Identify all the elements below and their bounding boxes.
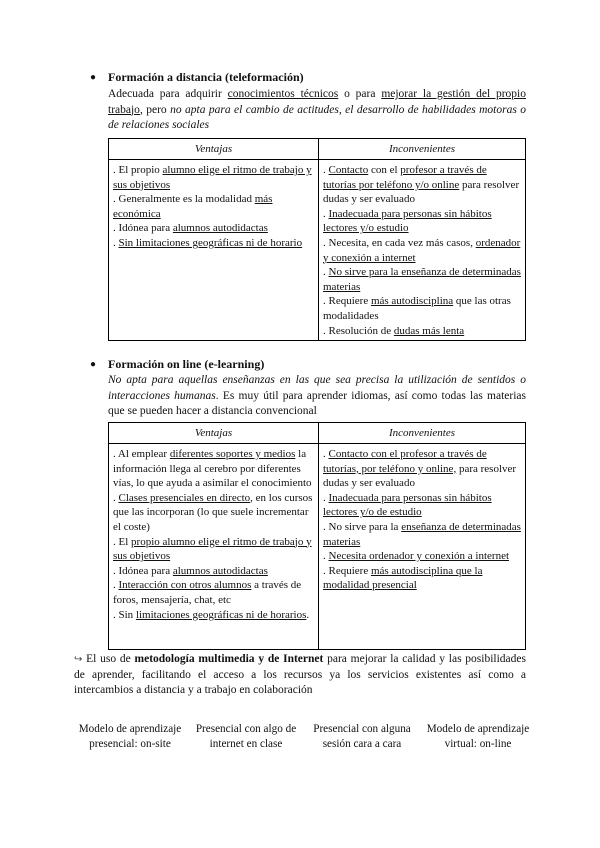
ventajas-cell [109, 160, 319, 341]
list-item: . Clases presenciales en directo, en los cursos que las incorporan (lo que suele incrementar el coste) [113, 491, 313, 533]
list-item: . Interacción con otros alumnos a través de foros, mensajería, chat, etc [113, 579, 302, 606]
models-row [74, 722, 534, 752]
list-item: . No sirve para la enseñanza de determinadas materias [323, 266, 521, 293]
list-item: . Contacto con el profesor a través de tutorías, por teléfono y online, para resolver dudas y ser evaluado [323, 448, 517, 490]
list-item: . Sin limitaciones geográficas ni de horario [113, 236, 303, 249]
ventajas-cell [109, 444, 319, 650]
table-header-inconvenientes: Inconvenientes [319, 423, 526, 444]
section1-title: Formación a distancia (teleformación) [108, 70, 304, 84]
list-item: . Necesita, en cada vez más casos, ordenador y conexión a internet [323, 236, 521, 264]
table-header-ventajas: Ventajas [109, 423, 319, 444]
closing-paragraph: ↪ El uso de metodología multimedia y de Internet para mejorar la calidad y las posibilidades de aprender, facilitando el acceso a los recursos ya los servicios existentes así como a intercambios a distancia y a trabajo en colaboración [74, 653, 526, 696]
table-header-inconvenientes: Inconvenientes [319, 139, 526, 160]
bullet-icon: ● [90, 72, 97, 83]
list-item: . Generalmente es la modalidad más económica [113, 193, 273, 220]
model-presencial-cara-a-cara: Presencial con alguna sesión cara a cara [313, 723, 411, 750]
model-presencial: Modelo de aprendizaje presencial: on-site [78, 723, 182, 750]
section1-paragraph: Adecuada para adquirir conocimientos técnicos o para mejorar la gestión del propio trabajo, pero no apta para el cambio de actitudes, el desarrollo de habilidades motoras o de relaciones sociales [108, 88, 526, 131]
list-item: . Requiere más autodisciplina que la modalidad presencial [323, 564, 483, 592]
list-item: . El propio alumno elige el ritmo de trabajo y sus objetivos [113, 535, 312, 563]
section1-table [108, 138, 526, 341]
list-item: . Contacto con el profesor a través de tutorías por teléfono y/o online para resolver dudas y ser evaluado [323, 164, 520, 206]
section2-table [108, 422, 526, 650]
list-item: . Idónea para alumnos autodidactas [113, 222, 268, 235]
list-item: . El propio alumno elige el ritmo de trabajo y sus objetivos [113, 164, 312, 191]
list-item: . Requiere más autodisciplina que las otras modalidades [323, 295, 511, 322]
table-header-ventajas: Ventajas [109, 139, 319, 160]
list-item: . Sin limitaciones geográficas ni de horarios. [113, 608, 310, 621]
list-item: . No sirve para la enseñanza de determinadas materias [323, 520, 521, 548]
inconvenientes-cell [319, 444, 526, 650]
model-presencial-internet: Presencial con algo de internet en clase [195, 723, 297, 750]
section2-title: Formación on line (e-learning) [108, 357, 265, 371]
list-item: . Inadecuada para personas sin hábitos lectores y/o estudio [323, 207, 492, 235]
list-item: . Idónea para alumnos autodidactas [113, 564, 268, 577]
arrow-icon: ↪ [74, 654, 83, 665]
list-item: . Al emplear diferentes soportes y medios la información llega al cerebro por diferentes vías, lo que ayuda a asimilar el conocimiento [113, 448, 312, 490]
list-item: . Resolución de dudas más lenta [323, 324, 465, 337]
bullet-icon: ● [90, 359, 97, 370]
model-virtual: Modelo de aprendizaje virtual: on-line [426, 723, 530, 750]
inconvenientes-cell [319, 160, 526, 341]
section2-paragraph: No apta para aquellas enseñanzas en las que sea precisa la utilización de sentidos o interacciones humanas. Es muy útil para aprender idiomas, así como todas las materias que se pueden hacer a distancia convencional [108, 374, 527, 417]
list-item: . Inadecuada para personas sin hábitos lectores y/o de estudio [323, 491, 492, 519]
list-item: . Necesita ordenador y conexión a internet [323, 550, 510, 563]
